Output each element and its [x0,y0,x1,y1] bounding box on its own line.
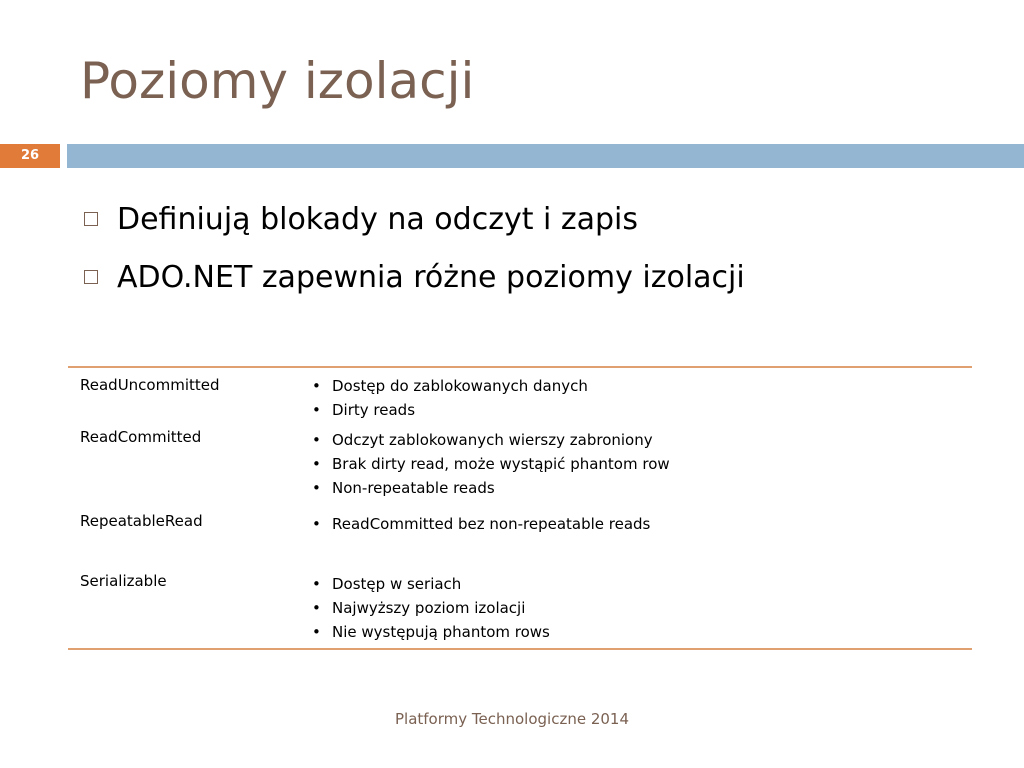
detail-item: • Dirty reads [310,398,972,422]
detail-item: • Dostęp do zablokowanych danych [310,374,972,398]
bullet-text: Definiują blokady na odczyt i zapis [117,201,639,237]
square-bullet-icon [84,270,98,284]
slide-title: Poziomy izolacji [80,52,475,110]
table-row [68,367,972,428]
detail-item: • Najwyższy poziom izolacji [310,596,972,620]
detail-item: • Nie występują phantom rows [310,620,972,644]
level-name: ReadUncommitted [80,376,220,394]
level-name: RepeatableRead [80,512,203,530]
level-name: ReadCommitted [80,428,202,446]
detail-item: • Brak dirty read, może wystąpić phantom row [310,452,972,476]
table-row [68,428,972,512]
level-details [310,572,972,649]
table-row [68,572,972,649]
slide-number: 26 [0,144,60,168]
level-name: Serializable [80,572,167,590]
detail-item: • ReadCommitted bez non-repeatable reads [310,512,972,536]
bullet-item [84,248,745,306]
level-details [310,428,972,512]
table-row [68,512,972,572]
bullet-list [84,190,745,306]
title-divider-bar [67,144,1024,168]
detail-item: • Dostęp w seriach [310,572,972,596]
bullet-text: ADO.NET zapewnia różne poziomy izolacji [117,259,745,295]
bullet-item [84,190,745,248]
level-details [310,512,972,572]
isolation-levels-table [68,366,972,650]
slide-footer: Platformy Technologiczne 2014 [394,710,630,728]
detail-item: • Non-repeatable reads [310,476,972,500]
detail-item: • Odczyt zablokowanych wierszy zabroniony [310,428,972,452]
level-details [310,367,972,428]
square-bullet-icon [84,212,98,226]
